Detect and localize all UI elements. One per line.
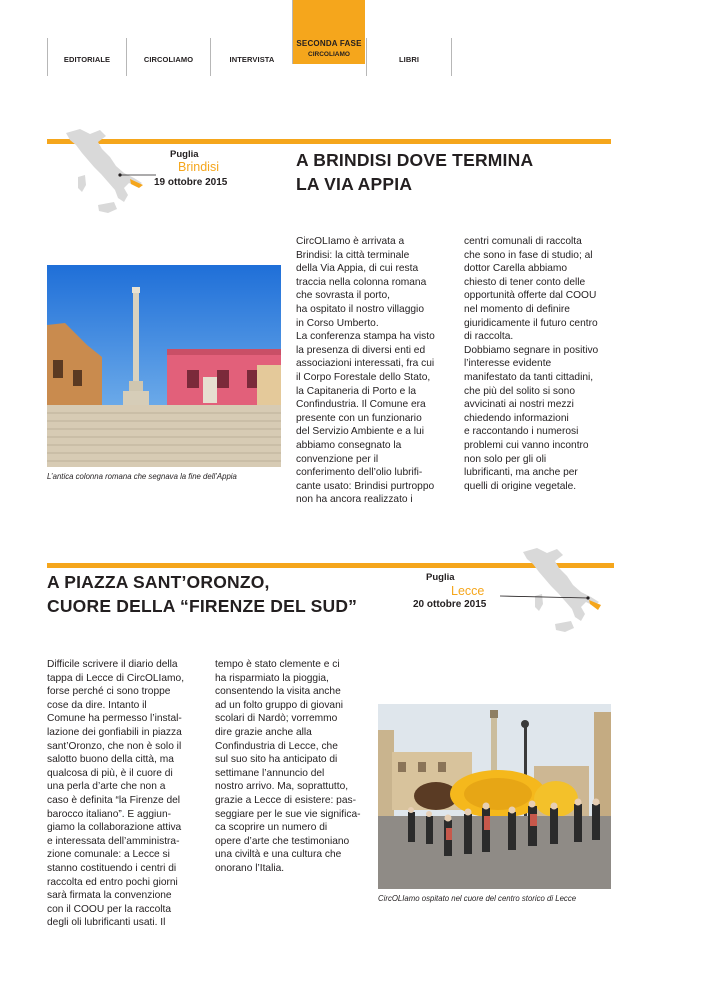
article1-city: Brindisi: [178, 160, 219, 174]
nav-tab-label: LIBRI: [398, 54, 420, 64]
article1-photo-caption: L’antica colonna romana che segnava la fine dell’Appia: [47, 472, 237, 481]
article2-title-line1: A PIAZZA SANT’ORONZO,: [47, 572, 270, 592]
article1-column2: centri comunali di raccolta che sono in fase di studio; al dottor Carella abbiamo chiesto di tener conto delle opportunità offerte dal COOU nel momento di definire giuridicamente il futuro centro di raccolta. Dobbiamo segnare in positivo l’interesse evidente manifestato da tanti cittadini, che più del solito si sono avvicinati ai nostri mezzi chiedendo informazioni e raccontando i numerosi problemi cui vanno incontro non solo per gli oli lubrificanti, ma anche per quelli di origine vegetale.: [464, 236, 599, 492]
nav-tab-seconda-fase[interactable]: [292, 0, 365, 64]
brindisi-column-photo: [47, 265, 281, 467]
article1-title-line1: A BRINDISI DOVE TERMINA: [296, 150, 534, 170]
article2-title-line2: CUORE DELLA “FIRENZE DEL SUD”: [47, 596, 358, 616]
article2-region: Puglia: [426, 572, 455, 583]
nav-tab-label: CIRCOLIAMO: [143, 54, 194, 64]
article2-column1: Difficile scrivere il diario della tappa di Lecce di CircOLIamo, forse perché ci sono troppe cose da dire. Intanto il Comune ha permesso l’instal- lazione dei gonfiabili in piazza sant’Oronzo, che non è solo il salotto buono della città, ma qualcosa di più, è il cuore di una perla d’arte che non a caso è definita “la Firenze del barocco italiano”. E aggiun- giamo la collaborazione attiva e interessata dell’amministra- zione comunale: a Lecce si stanno costituendo i centri di raccolta ed entro pochi giorni sarà firmata la convenzione con il COOU per la raccolta degli oli lubrificanti usati. Il: [47, 659, 185, 929]
article1-date: 19 ottobre 2015: [154, 177, 228, 188]
nav-tab-libri[interactable]: [366, 38, 452, 76]
article1-title-line2: LA VIA APPIA: [296, 174, 413, 194]
article1-column1: CircOLIamo è arrivata a Brindisi: la città terminale della Via Appia, di cui resta traccia nella colonna romana che sovrasta il porto, ha ospitato il nostro villaggio in Corso Umberto. La conferenza stampa ha visto la presenza di diversi enti ed associazioni interessati, fra cui il Corpo Forestale dello Stato, la Capitaneria di Porto e la Confindustria. Il Comune era presente con un funzionario del Servizio Ambiente e a lui abbiamo consegnato la convenzione per il conferimento dell’olio lubrifi- cante usato: Brindisi purtroppo non ha ancora realizzato i: [296, 236, 435, 506]
lecce-square-photo: [378, 704, 611, 889]
nav-tab-intervista[interactable]: [210, 38, 293, 76]
article2-title: [47, 570, 357, 618]
location-pointer-icon: [118, 171, 158, 183]
article1-region: Puglia: [170, 149, 199, 160]
article2-column2: tempo è stato clemente e ci ha risparmiato la pioggia, consentendo la visita anche ad un folto gruppo di giovani scolari di Nardò; vorremmo dire grazie anche alla Confindustria di Lecce, che sul suo sito ha anticipato di settimane l’annuncio del nostro arrivo. Ma, soprattutto, grazie a Lecce di esistere: pas- seggiare per le sue vie significa- ca scoprire un numero di opere d’arte che testimoniano una civiltà e una cultura che onorano l’Italia.: [215, 659, 361, 874]
nav-tab-label: EDITORIALE: [63, 54, 111, 64]
nav-active-subtitle: CIRCOLIAMO: [308, 51, 350, 58]
nav-tab-editoriale[interactable]: [47, 38, 126, 76]
article2-city: Lecce: [451, 584, 485, 598]
nav-active-title: SECONDA FASE: [296, 39, 362, 48]
article1-title: [296, 148, 533, 196]
article2-photo-caption: CircOLIamo ospitato nel cuore del centro storico di Lecce: [378, 894, 577, 903]
nav-tab-circoliamo[interactable]: [126, 38, 210, 76]
nav-tab-label: INTERVISTA: [229, 54, 275, 64]
top-navigation: [0, 0, 725, 80]
location-pointer-icon: [498, 592, 590, 604]
article2-date: 20 ottobre 2015: [413, 599, 487, 610]
